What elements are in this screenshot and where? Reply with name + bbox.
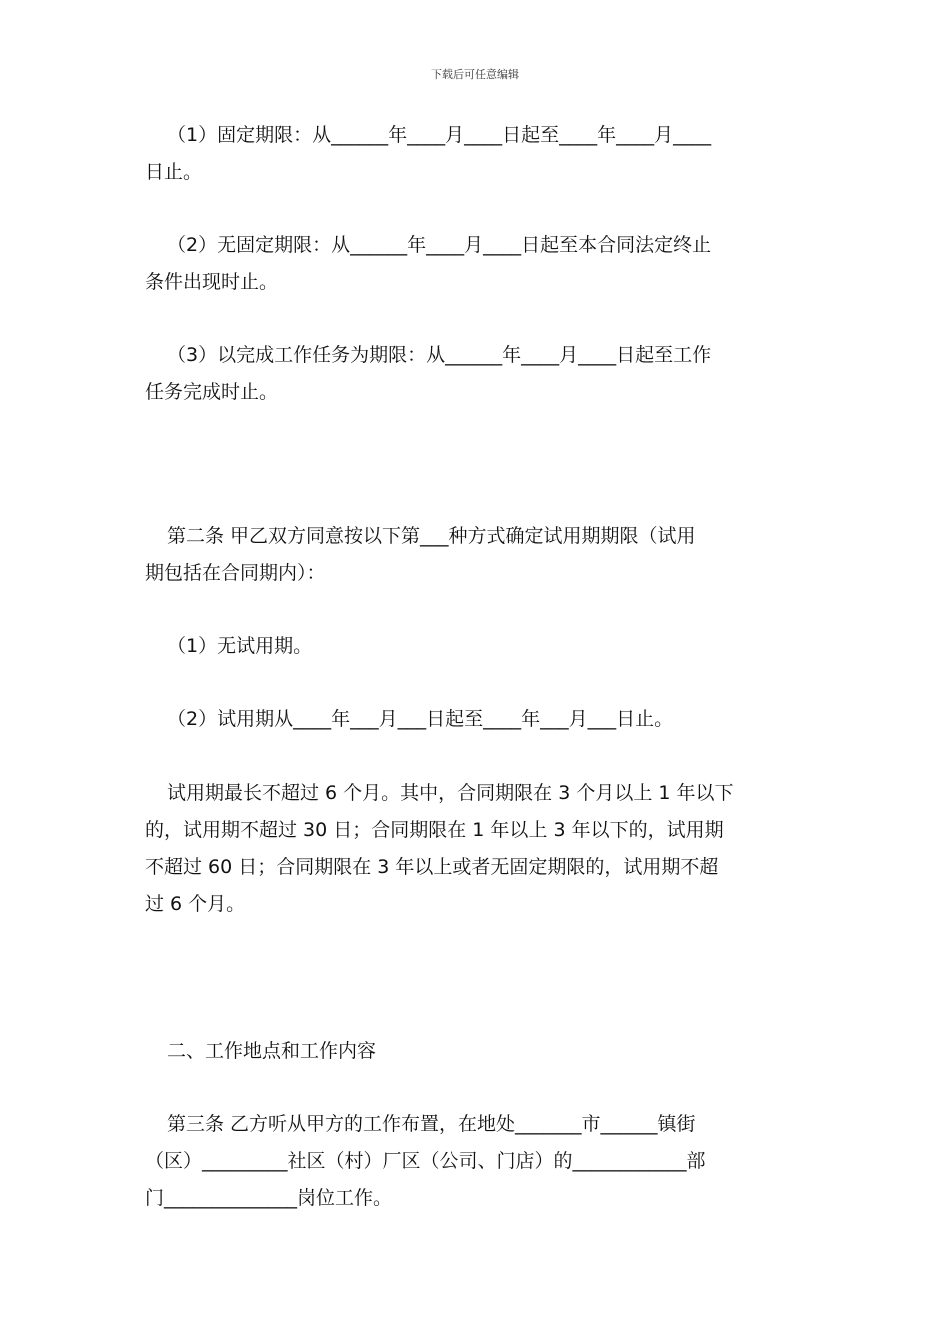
text-line: 二、工作地点和工作内容 — [167, 1040, 377, 1062]
article-three — [145, 1106, 810, 1217]
page-header: 下载后可任意编辑 — [431, 68, 519, 81]
probation-limits — [145, 775, 810, 923]
text-line: 的，试用期不超过 30 日；合同期限在 1 年以上 3 年以下的，试用期 — [145, 819, 724, 841]
text-line: 日止。 — [145, 161, 203, 183]
text-line: 任务完成时止。 — [145, 381, 279, 403]
text-line: 第三条 乙方听从甲方的工作布置，在地处_______市______镇街 — [167, 1113, 696, 1135]
section-heading — [145, 1033, 810, 1070]
text-line: 第二条 甲乙双方同意按以下第___种方式确定试用期期限（试用 — [167, 525, 696, 547]
clause-probation-period — [145, 701, 810, 738]
text-line: 条件出现时止。 — [145, 271, 279, 293]
text-line: 门______________岗位工作。 — [145, 1187, 393, 1209]
text-line: （2）无固定期限：从______年____月____日起至本合同法定终止 — [167, 234, 712, 256]
text-line: 不超过 60 日；合同期限在 3 年以上或者无固定期限的，试用期不超 — [145, 856, 719, 878]
text-line: （2）试用期从____年___月___日起至____年___月___日止。 — [167, 708, 674, 730]
clause-open-term — [145, 227, 810, 301]
text-line: 过 6 个月。 — [145, 893, 246, 915]
text-line: （区）_________社区（村）厂区（公司、门店）的____________部 — [145, 1150, 706, 1172]
clause-no-probation — [145, 628, 810, 665]
clause-fixed-term — [145, 117, 810, 191]
text-line: 期包括在合同期内）： — [145, 562, 326, 584]
text-line: （1）固定期限：从______年____月____日起至____年____月____ — [167, 124, 712, 146]
article-two — [145, 518, 810, 592]
text-line: （1）无试用期。 — [167, 635, 313, 657]
text-line: （3）以完成工作任务为期限：从______年____月____日起至工作 — [167, 344, 712, 366]
clause-task-term — [145, 337, 810, 411]
text-line: 试用期最长不超过 6 个月。其中，合同期限在 3 个月以上 1 年以下 — [167, 782, 734, 804]
